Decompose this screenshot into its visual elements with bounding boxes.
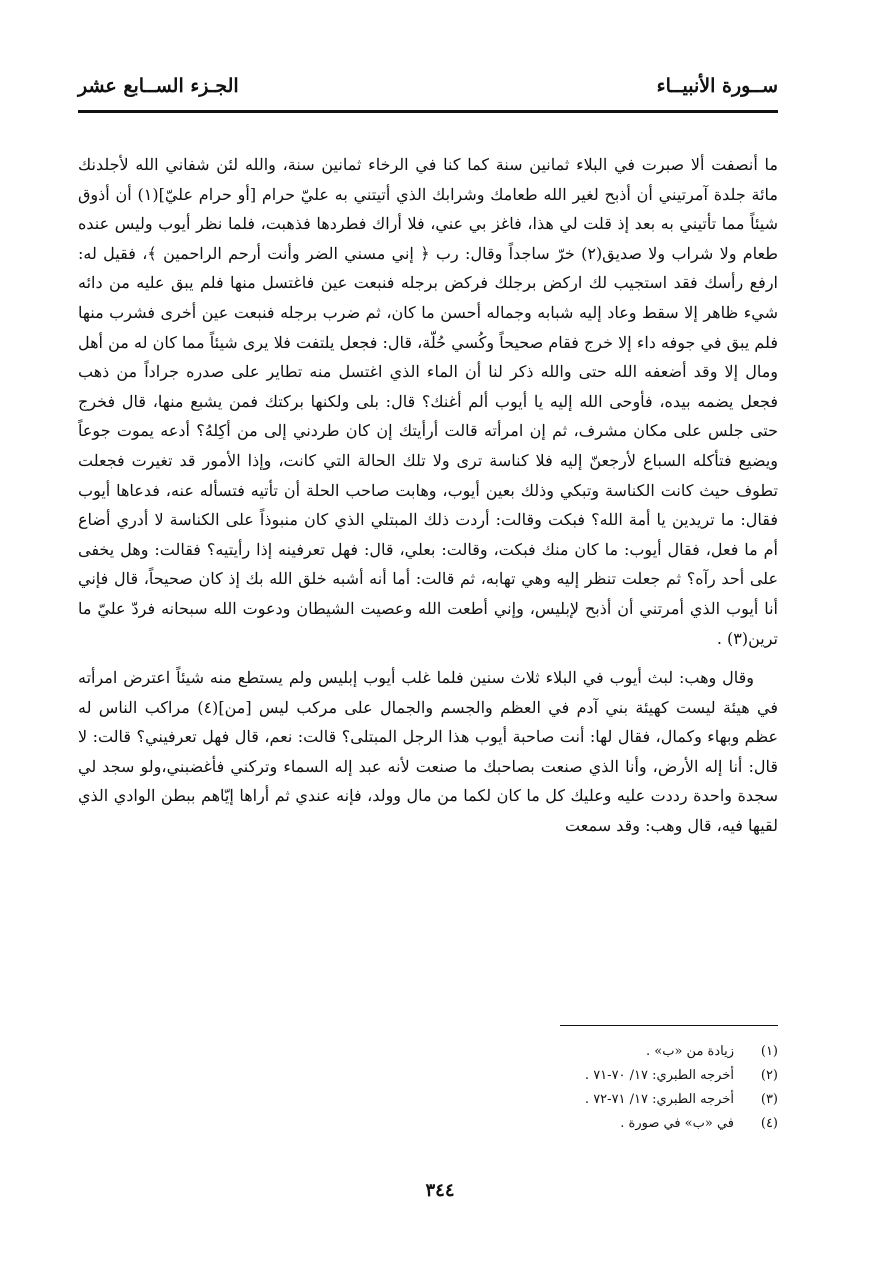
footnote xyxy=(78,1040,778,1064)
footnote-number: (١) xyxy=(760,1044,778,1059)
surah-title: ســورة الأنبيــاء xyxy=(656,75,778,97)
footnote-separator xyxy=(560,1025,778,1026)
paragraph: وقال وهب: لبث أيوب في البلاء ثلاث سنين فلما غلب أيوب إبليس ولم يستطع منه شيئاً اعترض امرأته في هيئة ليست كهيئة بني آدم في العظم والجسم والجمال على مركب ليس [من](٤) مراكب الناس له عظم وبهاء وكمال، فقال لها: أنت صاحبة أيوب هذا الرجل المبتلى؟ قالت: نعم، قال فهل تعرفيني؟ قالت: لا قال: أنا إله الأرض، وأنا الذي صنعت بصاحبك ما صنعت لأنه عبد إله السماء وتركني فأغضبني،ولو سجد لي سجدة واحدة رددت عليه وعليك كل ما كان لكما من مال وولد، فإنه عندي ثم أراها إيّاهم ببطن الوادي الذي لقيها فيه، قال وهب: وقد سمعت xyxy=(78,668,779,836)
running-header xyxy=(78,68,778,104)
paragraph: ما أنصفت ألا صبرت في البلاء ثمانين سنة كما كنا في الرخاء ثمانين سنة، والله لئن شفاني الله لأجلدنك مائة جلدة آمرتيني أن أذبح لغير الله طعامك وشرابك الذي أتيتني به عليّ حرام [أو حرام عليّ](١) أن أذوق شيئاً مما تأتيني به بعد إذ قلت لي هذا، فاغز بي عني، فلا أراك فطردها فذهبت، فلما نظر أيوب وليس عنده طعام ولا شراب ولا صديق(٢) خرّ ساجداً وقال: رب ﴿ إني مسني الضر وأنت أرحم الراحمين ﴾، فقيل له: ارفع رأسك فقد استجيب لك اركض برجلك فركض برجله فنبعت عين فاغتسل منها فلم يبق عليه من دائه شيء ظاهر إلا سقط وعاد إليه شبابه وجماله أحسن ما كان، ثم ضرب برجله فنبعت عين أخرى فشرب منها فلم يبق في جوفه داء إلا خرج فقام صحيحاً وكُسي حُلّة، قال: فجعل يلتفت فلا يرى شيئاً مما كان له من أهل ومال إلا وقد أضعفه الله حتى والله ذكر لنا أن الماء الذي اغتسل منه تطاير على صدره جراداً من ذهب فجعل يضمه بيده، فأوحى الله إليه يا أيوب ألم أغنك؟ قال: بلى ولكنها بركتك فمن يشبع منها، قال فخرج حتى جلس على مكان مشرف، ثم إن امرأته قالت أرأيتك إن كان طردني إلى من أكِلهُ؟ أدعه يموت جوعاً ويضيع فتأكله السباع لأرجعنّ إليه فلا كناسة ترى ولا تلك الحالة التي كانت، وإذا الأمور قد تغيرت فجعلت تطوف حيث كانت الكناسة وتبكي وذلك بعين أيوب، وهابت صاحب الحلة أن تأتيه فتسأله عنه، فدعاها أيوب فقال: ما تريدين يا أمة الله؟ فبكت وقالت: أردت ذلك المبتلي الذي كان منبوذاً على الكناسة لا أدري أضاع أم ما فعل، فقال أيوب: ما كان منك فبكت، وقالت: بعلي، قال: فهل تعرفينه إذا رأيتيه؟ فقالت: وهل يخفى على أحد رآه؟ ثم جعلت تنظر إليه وهي تهابه، ثم قالت: أما أنه أشبه خلق الله بك إذ كان صحيحاً، قال فإني أنا أيوب الذي أمرتني أن أذبح لإبليس، وإني أطعت الله وعصيت الشيطان ودعوت الله سبحانه فردّ عليّ ما ترين(٣) . xyxy=(78,155,779,648)
page-number: ٣٤٤ xyxy=(425,1180,455,1201)
footnote xyxy=(78,1112,778,1136)
main-text xyxy=(78,150,778,841)
footnote-text: أخرجه الطبري: ١٧/ ٧١-٧٢ . xyxy=(584,1092,734,1107)
footnote-text: زيادة من «ب» . xyxy=(646,1044,734,1059)
footnote xyxy=(78,1064,778,1088)
footnote xyxy=(78,1088,778,1112)
footnote-text: أخرجه الطبري: ١٧/ ٧٠-٧١ . xyxy=(584,1068,734,1083)
footnotes xyxy=(78,1040,778,1136)
footnote-number: (٣) xyxy=(760,1092,778,1107)
footnote-text: في «ب» في صورة . xyxy=(620,1116,734,1131)
juz-title: الجـزء الســابع عشر xyxy=(78,75,239,97)
header-rule xyxy=(78,110,778,113)
footnote-number: (٢) xyxy=(760,1068,778,1083)
footnote-number: (٤) xyxy=(760,1116,778,1131)
